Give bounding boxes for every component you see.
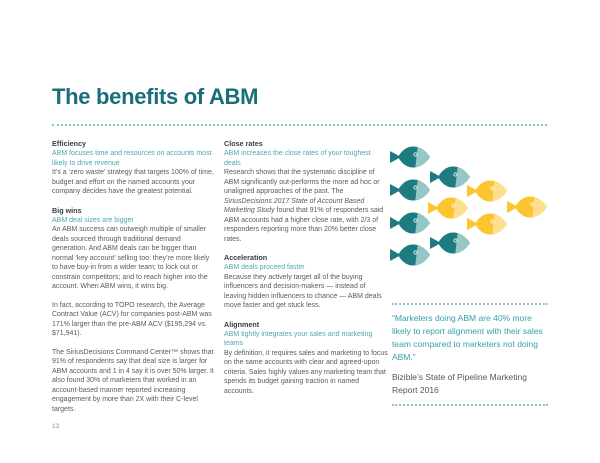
section-heading: Close rates <box>224 139 263 148</box>
section-subheading: ABM deal sizes are bigger <box>52 216 134 224</box>
section-heading: Efficiency <box>52 139 86 148</box>
quote-attribution: Bizible’s State of Pipeline Marketing Report 2016 <box>392 372 527 395</box>
quote-text: “Marketers doing ABM are 40% more likely to report alignment with their sales team compared to marketers not doing ABM.” <box>392 313 543 362</box>
section-big-wins <box>52 206 215 415</box>
section-subheading: ABM focuses time and resources on accounts most likely to drive revenue <box>52 150 212 167</box>
fish-icon <box>428 195 468 221</box>
section-heading: Acceleration <box>224 253 268 262</box>
section-paragraph: The SiriusDecisions Command Center™ shows that 91% of respondents say that deal size is larger for ABM accounts and 1 in 4 say it is over 50% larger. It also found 30% of marketers that worked in an account-based manner reported increasing engagement by more than 2X with their C-level targets. <box>52 348 214 413</box>
section-body: An ABM success can outweigh multiple of smaller deals sourced through traditional demand generation. And ABM deals can be bigger than normal ‘key account’ selling too: they’re more likely to have buy-in from a wider team; to lock out or constrain competitors; and to reach higher into the account. When ABM wins, it wins big. <box>52 226 210 290</box>
fish-icon <box>390 242 430 268</box>
section-heading: Big wins <box>52 205 82 215</box>
page-number: 13 <box>52 423 60 430</box>
section-close-rates <box>224 139 388 244</box>
section-subheading: ABM increases the close rates of your toughest deals <box>224 150 371 167</box>
section-subheading: ABM tightly integrates your sales and marketing teams <box>224 330 373 347</box>
fish-icon <box>390 177 430 203</box>
section-body <box>224 168 388 244</box>
column-middle <box>224 139 388 405</box>
fish-icon <box>430 164 470 190</box>
section-heading: Alignment <box>224 319 260 329</box>
page-title: The benefits of ABM <box>52 84 259 109</box>
fish-icon <box>507 194 547 220</box>
section-subheading: ABM deals proceed faster <box>224 264 305 271</box>
section-efficiency <box>52 139 215 197</box>
fish-icon <box>430 230 470 256</box>
title-divider <box>52 124 547 126</box>
quote-divider-bottom <box>392 404 548 406</box>
body-text: found that 91% of responders said ABM accounts had a higher close rate, with 2/3 of responders reporting more than 20% better close rates. <box>224 207 384 243</box>
fish-icon <box>390 144 430 170</box>
section-body: By definition, it requires sales and marketing to focus on the same accounts with clear and agreed-upon criteria. Sales highly values any marketing team that spends its budget gaining traction in named accounts. <box>224 349 388 395</box>
quote-divider-top <box>392 303 548 305</box>
fish-icon <box>390 210 430 236</box>
fish-icon <box>467 211 507 237</box>
quote-block <box>392 303 548 406</box>
body-text: Research shows that the systematic discipline of ABM significantly out-performs the more ad hoc or unaligned approaches of the past. The <box>224 169 380 195</box>
section-body: Because they actively target all of the buying influencers and decision-makers — instead of leaving hidden influencers to chance — ABM deals move faster and get stuck less. <box>224 273 382 309</box>
section-body: It’s a ‘zero waste’ strategy that targets 100% of time, budget and effort on the named accounts your company decides have the greatest potential. <box>52 169 214 195</box>
section-acceleration <box>224 253 388 311</box>
section-paragraph: In fact, according to TOPO research, the Average Contract Value (ACV) for companies post-ABM was 171% larger than the pre-ABM ACV ($195,294 vs. $71,941). <box>52 301 212 337</box>
section-alignment <box>224 320 388 397</box>
fish-icon <box>467 178 507 204</box>
column-left <box>52 139 215 423</box>
body-text-italic: SiriusDecisions 2017 State of Account Based Marketing Study <box>224 197 365 214</box>
